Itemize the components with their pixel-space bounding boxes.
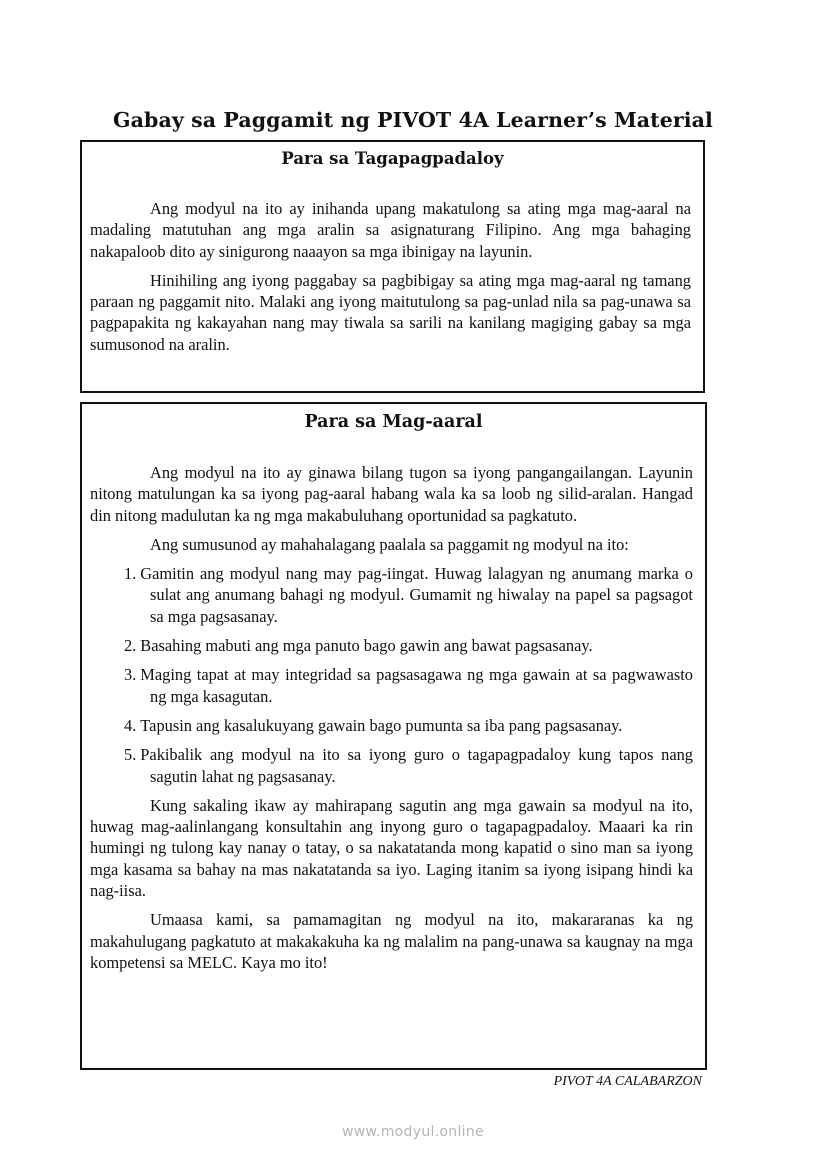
- reminder-item: [90, 563, 693, 627]
- watermark: www.modyul.online: [342, 1124, 484, 1140]
- learner-intro-paragraph: Ang sumusunod ay mahahalagang paalala sa paggamit ng modyul na ito:: [150, 534, 629, 554]
- facilitator-heading: Para sa Tagapagpadaloy: [281, 149, 504, 168]
- facilitator-paragraph: Hinihiling ang iyong paggabay sa pagbibigay sa ating mga mag-aaral ng tamang paraan ng paggamit nito. Malaki ang iyong maitutulong sa pag-unlad nila sa pag-unawa sa pagpapakita ng kakayahan nang may tiwala sa sarili na kanilang magiging gabay sa mga sumusonod na aralin.: [90, 270, 691, 354]
- reminder-text: Tapusin ang kasalukuyang gawain bago pumunta sa iba pang pagsasanay.: [140, 715, 623, 735]
- learner-heading: Para sa Mag-aaral: [304, 412, 483, 432]
- reminder-item: [90, 664, 693, 707]
- reminder-item: [90, 744, 693, 787]
- reminder-number: 4.: [124, 715, 137, 735]
- facilitator-section: [80, 140, 705, 393]
- reminder-text: Basahing mabuti ang mga panuto bago gawin ang bawat pagsasanay.: [140, 636, 593, 656]
- reminders-list: [90, 563, 693, 787]
- reminder-number: 2.: [124, 636, 137, 656]
- page-title: Gabay sa Paggamit ng PIVOT 4A Learner’s Material: [113, 108, 713, 132]
- reminder-text: Maging tapat at may integridad sa pagsasagawa ng mga gawain at sa pagwawasto ng mga kasagutan.: [140, 665, 693, 706]
- reminder-item: [90, 715, 693, 736]
- reminder-text: Pakibalik ang modyul na ito sa iyong guro o tagapagpadaloy kung tapos nang sagutin lahat ng pagsasanay.: [140, 745, 693, 786]
- learner-section: [80, 402, 707, 1070]
- facilitator-paragraph: Ang modyul na ito ay inihanda upang makatulong sa ating mga mag-aaral na madaling matutuhan ang mga aralin sa asignaturang Filipino. Ang mga bahaging nakapaloob dito ay sinigurong naaayon sa mga ibinigay na layunin.: [90, 199, 691, 261]
- learner-closing-paragraph: Umaasa kami, sa pamamagitan ng modyul na ito, makararanas ka ng makahulugang pagkatuto at makakakuha ka ng malalim na pang-unawa sa kaugnay na mga kompetensi sa MELC. Kaya mo ito!: [90, 910, 693, 972]
- reminder-number: 5.: [124, 745, 137, 765]
- learner-closing-paragraph: Kung sakaling ikaw ay mahirapang sagutin ang mga gawain sa modyul na ito, huwag mag-aalinlangang konsultahin ang inyong guro o tagapagpadaloy. Maaari ka rin humingi ng tulong kay nanay o tatay, o sa nakatatanda mong kapatid o sino man sa iyong mga kasama sa bahay na mas nakatatanda sa iyo. Laging itanim sa iyong isipang hindi ka nag-iisa.: [90, 795, 693, 901]
- reminder-item: [90, 635, 693, 656]
- learner-intro-paragraph: Ang modyul na ito ay ginawa bilang tugon sa iyong pangangailangan. Layunin nitong matulungan ka sa iyong pag-aaral habang wala ka sa loob ng silid-aralan. Hangad din nitong madulutan ka ng mga makabuluhang oportunidad sa pagkatuto.: [90, 463, 693, 525]
- footer-label: PIVOT 4A CALABARZON: [553, 1074, 702, 1089]
- reminder-number: 3.: [124, 665, 137, 685]
- reminder-number: 1.: [124, 564, 137, 584]
- reminder-text: Gamitin ang modyul nang may pag-iingat. Huwag lalagyan ng anumang marka o sulat ang anumang bahagi ng modyul. Gumamit ng hiwalay na papel sa pagsagot sa mga pagsasanay.: [140, 564, 693, 626]
